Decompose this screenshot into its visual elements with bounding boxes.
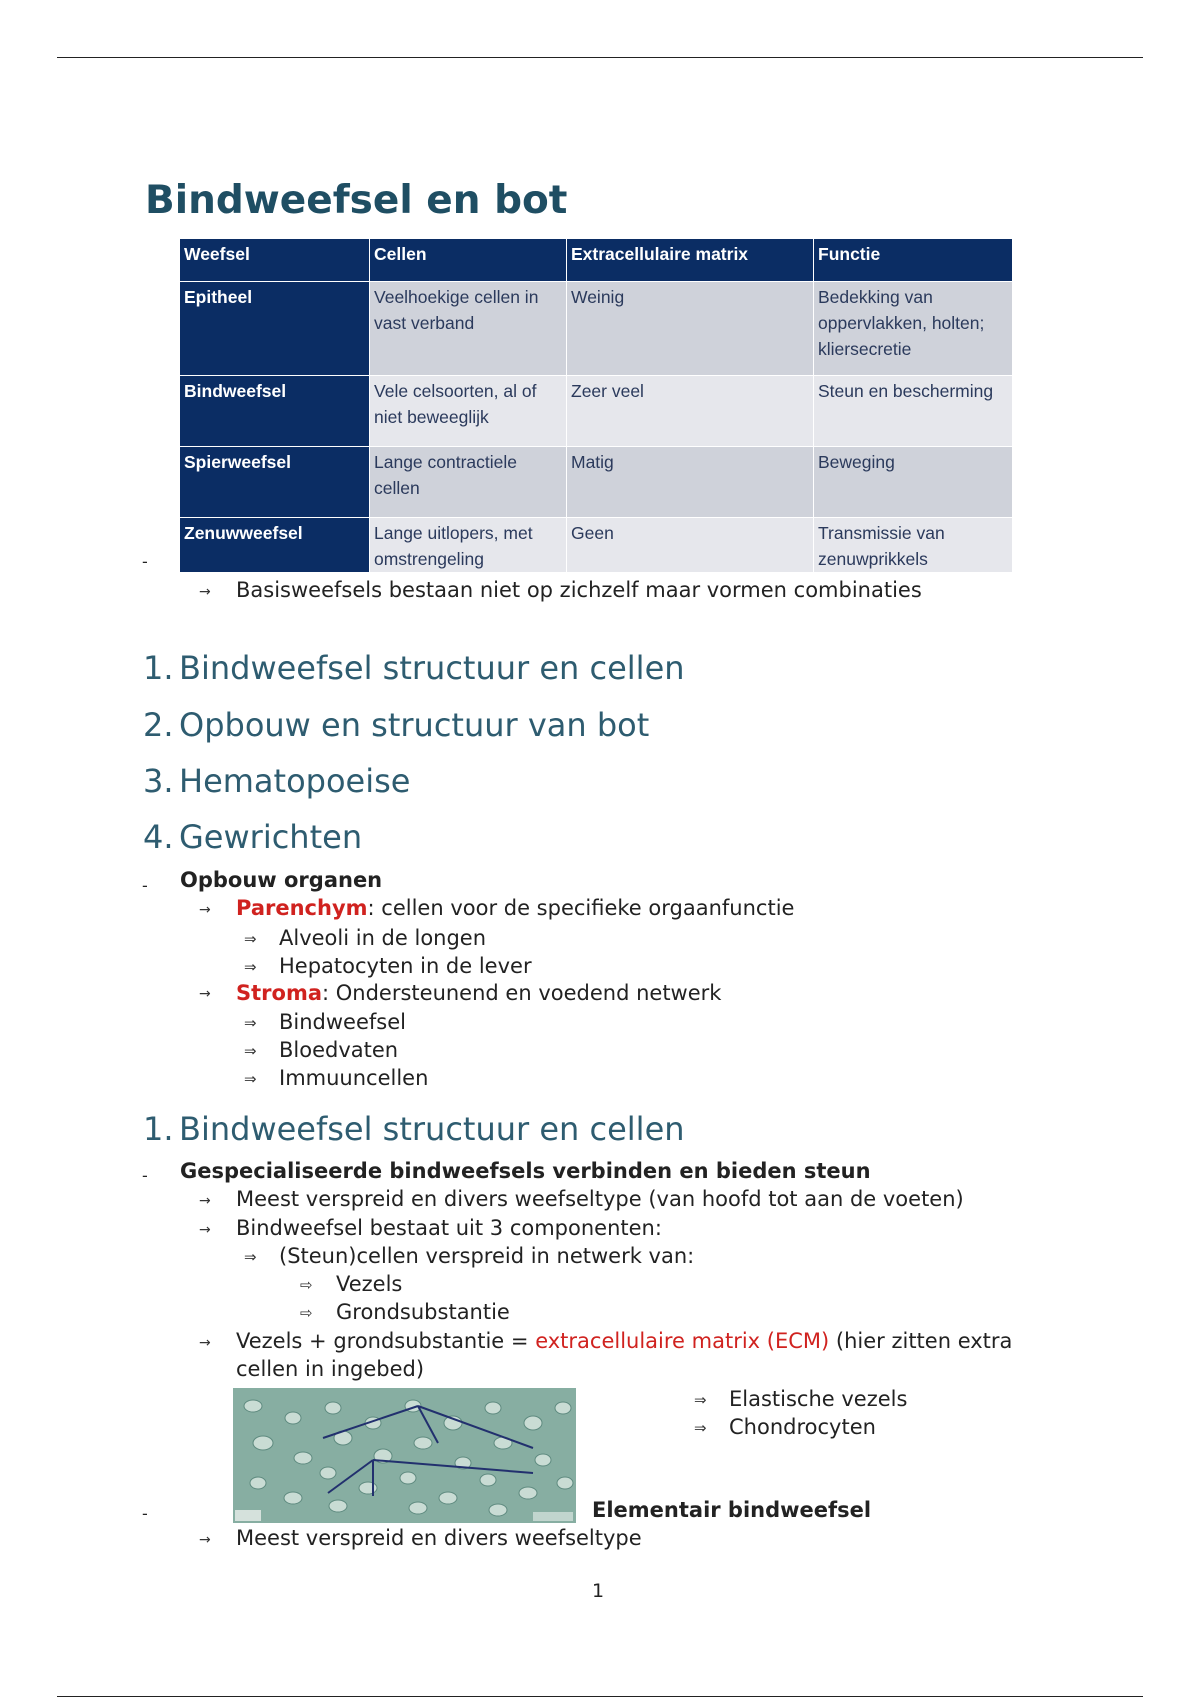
table-cell: Beweging (814, 447, 1013, 518)
arrow-icon: → (199, 1532, 211, 1548)
toc-heading-2: 2. Opbouw en structuur van bot (143, 706, 650, 744)
hollow-arrow-icon: ⇨ (300, 1276, 313, 1294)
list-item: Meest verspreid en divers weefseltype (236, 1526, 642, 1550)
table-row (180, 447, 1013, 518)
table-cell: Steun en bescherming (814, 376, 1013, 447)
list-item: Hepatocyten in de lever (279, 954, 532, 978)
double-arrow-icon: ⇒ (244, 1248, 257, 1266)
tissue-table (179, 238, 1013, 573)
table-row (180, 376, 1013, 447)
double-arrow-icon: ⇒ (244, 958, 257, 976)
bullet-dash: - (142, 1504, 148, 1523)
table-cell: Veelhoekige cellen in vast verband (370, 282, 567, 376)
table-cell: Weinig (567, 282, 814, 376)
toc-heading-3: 3. Hematopoeise (143, 762, 411, 800)
bullet-dash: - (142, 1166, 148, 1185)
arrow-icon: → (199, 986, 211, 1002)
note-text: Basisweefsels bestaan niet op zichzelf maar vormen combinaties (236, 578, 922, 602)
opbouw-heading: Opbouw organen (180, 868, 383, 892)
column-header: Extracellulaire matrix (567, 239, 814, 282)
bullet-dash: - (142, 876, 148, 895)
header-rule (57, 57, 1143, 58)
footer-rule (57, 1696, 1143, 1697)
arrow-icon: → (199, 902, 211, 918)
arrow-icon: → (199, 1222, 211, 1238)
arrow-icon: → (199, 584, 211, 600)
list-item: Alveoli in de longen (279, 926, 487, 950)
sub-heading: Elementair bindweefsel (592, 1498, 872, 1522)
list-item: Immuuncellen (279, 1066, 429, 1090)
table-cell: Zeer veel (567, 376, 814, 447)
arrow-icon: → (199, 1335, 211, 1351)
toc-heading-1: 1. Bindweefsel structuur en cellen (143, 649, 685, 687)
list-item: Meest verspreid en divers weefseltype (van hoofd tot aan de voeten) (236, 1187, 964, 1211)
row-header: Epitheel (180, 282, 370, 376)
page-number: 1 (592, 1580, 605, 1602)
list-item: (Steun)cellen verspreid in netwerk van: (279, 1244, 695, 1268)
sub-heading: Gespecialiseerde bindweefsels verbinden en bieden steun (180, 1159, 871, 1183)
table-row (180, 518, 1013, 573)
double-arrow-icon: ⇒ (694, 1419, 707, 1437)
list-item: Bindweefsel bestaat uit 3 componenten: (236, 1216, 662, 1240)
ecm-line-cont: cellen in ingebed) (236, 1357, 425, 1381)
double-arrow-icon: ⇒ (694, 1391, 707, 1409)
table-cell: Lange uitlopers, met omstrengeling (370, 518, 567, 573)
bullet-dash: - (142, 552, 148, 571)
table-cell: Matig (567, 447, 814, 518)
table-cell: Transmissie van zenuwprikkels (814, 518, 1013, 573)
double-arrow-icon: ⇒ (244, 1014, 257, 1032)
figure-label: Chondrocyten (729, 1415, 876, 1439)
double-arrow-icon: ⇒ (244, 1070, 257, 1088)
column-header: Functie (814, 239, 1013, 282)
table-cell: Lange contractiele cellen (370, 447, 567, 518)
figure-label: Elastische vezels (729, 1387, 908, 1411)
parenchym-line: Parenchym: cellen voor de specifieke orgaanfunctie (236, 896, 795, 920)
list-item: Bloedvaten (279, 1038, 399, 1062)
double-arrow-icon: ⇒ (244, 1042, 257, 1060)
column-header: Weefsel (180, 239, 370, 282)
list-item: Bindweefsel (279, 1010, 406, 1034)
table-cell: Geen (567, 518, 814, 573)
arrow-icon: → (199, 1193, 211, 1209)
table-row (180, 282, 1013, 376)
list-item: Vezels (336, 1272, 403, 1296)
column-header: Cellen (370, 239, 567, 282)
list-item: Grondsubstantie (336, 1300, 510, 1324)
stroma-line: Stroma: Ondersteunend en voedend netwerk (236, 981, 722, 1005)
section-heading: 1. Bindweefsel structuur en cellen (143, 1110, 685, 1148)
double-arrow-icon: ⇒ (244, 930, 257, 948)
table-cell: Bedekking van oppervlakken, holten; kliersecretie (814, 282, 1013, 376)
row-header: Bindweefsel (180, 376, 370, 447)
ecm-term: extracellulaire matrix (ECM) (535, 1329, 830, 1353)
table-cell: Vele celsoorten, al of niet beweeglijk (370, 376, 567, 447)
page-title: Bindweefsel en bot (145, 178, 568, 223)
ecm-line: Vezels + grondsubstantie = extracellulaire matrix (ECM) (hier zitten extra (236, 1329, 1013, 1353)
cartilage-micrograph (233, 1388, 576, 1523)
toc-heading-4: 4. Gewrichten (143, 818, 363, 856)
row-header: Spierweefsel (180, 447, 370, 518)
table-header-row (180, 239, 1013, 282)
hollow-arrow-icon: ⇨ (300, 1304, 313, 1322)
row-header: Zenuwweefsel (180, 518, 370, 573)
